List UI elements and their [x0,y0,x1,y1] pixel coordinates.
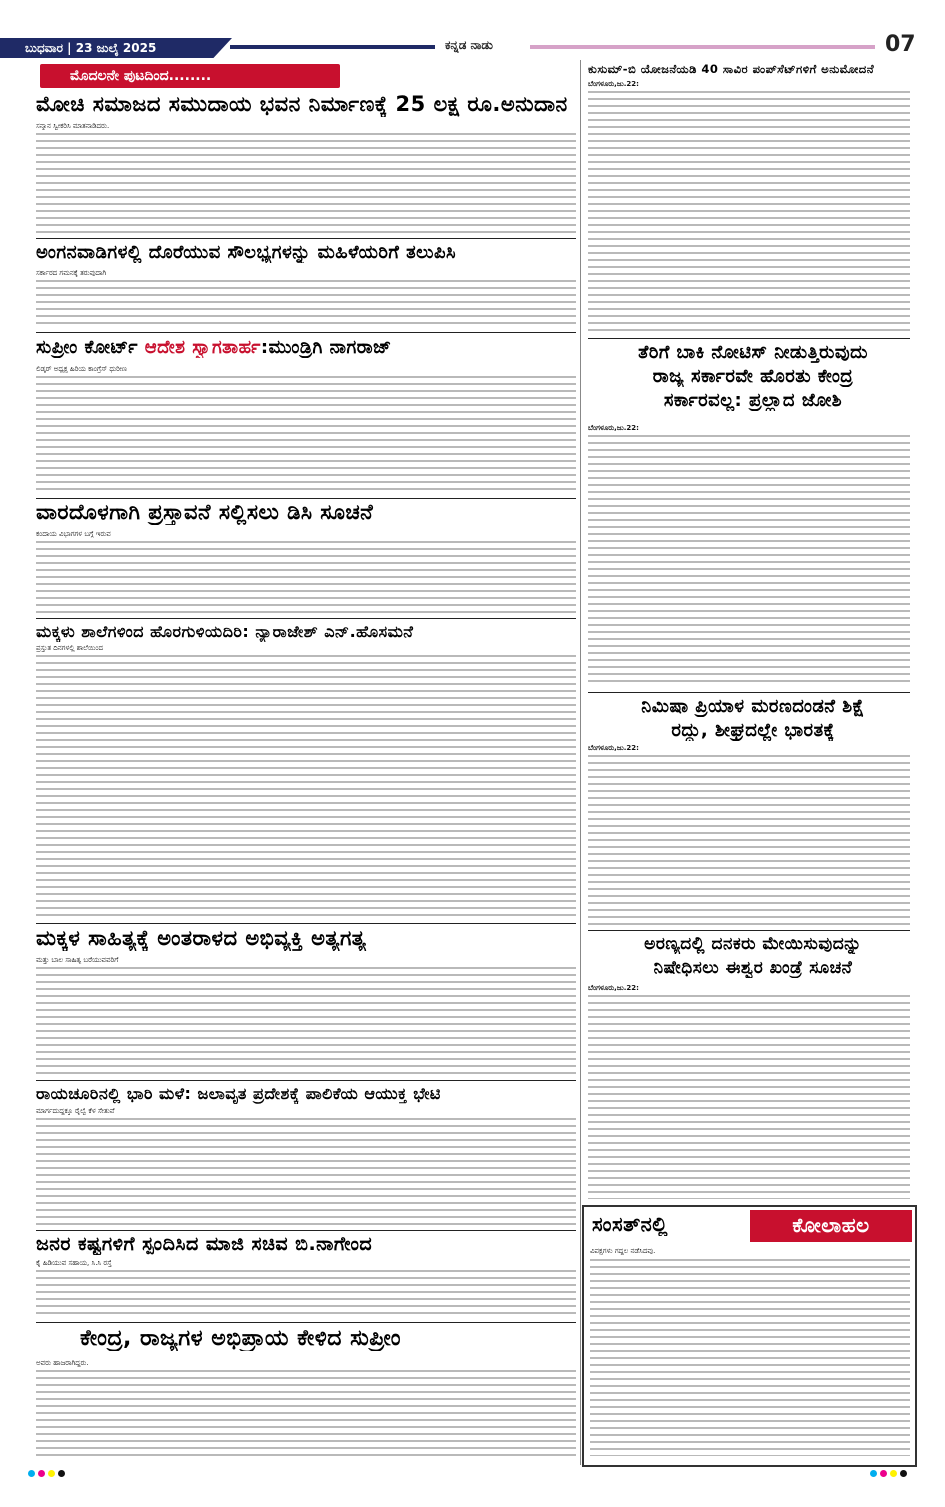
paper-name: ಕನ್ನಡ ನಾಡು [445,38,493,52]
divider [36,618,576,619]
article-khandre-body [588,992,910,1199]
headline-literature: ಮಕ್ಕಳ ಸಾಹಿತ್ಯಕ್ಕೆ ಅಂತರಾಳದ ಅಭಿವ್ಯಕ್ತಿ ಅತ್ಯಗತ್ಯ [36,926,367,950]
headline-supreme-part3: :ಮುಂಡ್ರಿಗಿ ನಾಗರಾಜ್ [260,337,392,358]
divider [36,1322,576,1323]
accent-stripe [230,45,435,49]
dateline-khandre: ಬೆಂಗಳೂರು,ಜು.22: [588,984,639,992]
article-supreme-lead: ಲಿಡ್ಕರ್ ಅಧ್ಯಕ್ಷ ಹಿರಿಯ ಕಾಂಗ್ರೆಸ್ ಧುರೀಣ [36,366,127,373]
article-literature-lead: ಮತ್ತು ಬಾಲ ಸಾಹಿತ್ಯ ಬರೆಯುವವರಿಗೆ [36,957,119,964]
article-samsat-lead: ವಿಪಕ್ಷಗಳು ಗದ್ದಲ ನಡೆಸಿದವು. [590,1248,656,1255]
article-anganwadi-body [36,277,576,329]
headline-kusum: ಕುಸುಮ್-ಬಿ ಯೋಜನೆಯಡಿ 40 ಸಾವಿರ ಪಂಪ್‌ಸೆಟ್‌ಗಳಿಗೆ ಅನುಮೋದನೆ [588,62,875,76]
headline-supreme-part1: ಸುಪ್ರೀಂ ಕೋರ್ಟ್ [36,337,138,358]
divider [36,332,576,333]
headline-joshi-2: ರಾಜ್ಯ ಸರ್ಕಾರವೇ ಹೊರತು ಕೇಂದ್ರ [652,366,854,387]
divider [36,923,576,924]
article-dc-body [36,538,576,615]
headline-nimisha-1: ನಿಮಿಷಾ ಪ್ರಿಯಾಳ ಮರಣದಂಡನೆ ಶಿಕ್ಷೆ [641,696,865,717]
headline-raichur: ರಾಯಚೂರಿನಲ್ಲಿ ಭಾರಿ ಮಳೆ: ಜಲಾವೃತ ಪ್ರದೇಶಕ್ಕೆ ಪಾಲಿಕೆಯ ಆಯುಕ್ತ ಭೇಟಿ [36,1084,441,1103]
column-separator [580,60,581,1465]
article-joshi-body [588,432,910,687]
headline-nagendra: ಜನರ ಕಷ್ಟಗಳಿಗೆ ಸ್ಪಂದಿಸಿದ ಮಾಜಿ ಸಚಿವ ಬಿ.ನಾಗೇಂದ [36,1233,373,1255]
section-label: ಮೊದಲನೇ ಪುಟದಿಂದ........ [70,68,212,84]
headline-anganwadi: ಅಂಗನವಾಡಿಗಳಲ್ಲಿ ದೊರೆಯುವ ಸೌಲಭ್ಯಗಳನ್ನು ಮಹಿಳೆಯರಿಗೆ ತಲುಪಿಸಿ [36,242,457,263]
article-schools-body [36,652,576,920]
article-kusum-body [588,88,910,333]
divider [36,1230,576,1231]
article-mochi-lead: ಸನ್ಮಾನ ಸ್ವೀಕರಿಸಿ ಮಾತನಾಡಿದರು. [36,123,110,130]
article-supreme-body [36,373,576,495]
headline-samsat-part1: ಸಂಸತ್‌ನಲ್ಲಿ [592,1212,668,1236]
dateline-kusum: ಬೆಂಗಳೂರು,ಜು.22: [588,80,639,88]
page-number: 07 [885,32,916,57]
divider [36,238,576,239]
article-supreme-opinion-body [36,1367,576,1460]
headline-joshi-3: ಸರ್ಕಾರವಲ್ಲ: ಪ್ರಲ್ಹಾದ ಜೋಶಿ [663,390,843,411]
article-raichur-body [36,1115,576,1227]
headline-samsat-part2: ಕೋಲಾಹಲ [792,1213,870,1237]
headline-supreme-welcome [36,337,576,358]
article-literature-body [36,964,576,1076]
masthead-date: ಬುಧವಾರ | 23 ಜುಲೈ 2025 [25,41,157,55]
headline-mochi: ಮೋಚಿ ಸಮಾಜದ ಸಮುದಾಯ ಭವನ ನಿರ್ಮಾಣಕ್ಕೆ 25 ಲಕ್ಷ ರೂ.ಅನುದಾನ [36,92,568,116]
article-mochi-body [36,130,576,233]
divider [588,930,910,931]
headline-dc: ವಾರದೊಳಗಾಗಿ ಪ್ರಸ್ತಾವನೆ ಸಲ್ಲಿಸಲು ಡಿಸಿ ಸೂಚನೆ [36,500,374,524]
headline-nimisha-2: ರದ್ದು, ಶೀಘ್ರದಲ್ಲೇ ಭಾರತಕ್ಕೆ [671,720,835,741]
dateline-nimisha: ಬೆಂಗಳೂರು,ಜು.22: [588,744,639,752]
divider [588,338,910,339]
article-schools-lead: ಪ್ರಸ್ತುತ ದಿನಗಳಲ್ಲಿ ಶಾಲೆಯಿಂದ [36,645,104,652]
dateline-joshi: ಬೆಂಗಳೂರು,ಜು.22: [588,424,639,432]
divider [36,1080,576,1081]
divider [588,692,910,693]
headline-joshi-1: ತೆರಿಗೆ ಬಾಕಿ ನೋಟಿಸ್ ನೀಡುತ್ತಿರುವುದು [638,342,868,363]
article-dc-lead: ಕಂದಾಯ ವಿಭಾಗಗಳ ಬಗ್ಗೆ ಇರುವ [36,531,111,538]
headline-khandre-2: ನಿಷೇಧಿಸಲು ಈಶ್ವರ ಖಂಡ್ರೆ ಸೂಚನೆ [653,958,853,978]
article-supreme-opinion-lead: ಅವರು ಹಾಜರಾಗಿದ್ದರು. [36,1360,89,1367]
headline-supreme-part2: ಆದೇಶ ಸ್ವಾಗತಾರ್ಹ [144,337,261,358]
accent-stripe-right [530,45,875,49]
article-samsat-body [590,1256,910,1456]
headline-supreme-opinion: ಕೇಂದ್ರ, ರಾಜ್ಯಗಳ ಅಭಿಪ್ರಾಯ ಕೇಳಿದ ಸುಪ್ರೀಂ [80,1326,401,1351]
article-nimisha-body [588,752,910,927]
headline-schools: ಮಕ್ಕಳು ಶಾಲೆಗಳಿಂದ ಹೊರಗುಳಿಯದಿರಿ: ನ್ಯಾರಾಜೇಶ್ ಎನ್.ಹೊಸಮನೆ [36,622,414,641]
divider [36,498,576,499]
headline-khandre-1: ಅರಣ್ಯದಲ್ಲಿ ದನಕರು ಮೇಯಿಸುವುದನ್ನು [644,934,862,954]
article-nagendra-lead: ಕೈ ಹಿಡಿಯುವ ಸಹಾಯ, ಸಿ.ಸಿ ರಸ್ತೆ [36,1260,112,1267]
article-nagendra-body [36,1267,576,1319]
article-raichur-lead: ಮಾರ್ಗದುದ್ದಕ್ಕೂ ರೈಲ್ವೆ ಕೆಳ ಸೇತುವೆ [36,1108,115,1115]
article-anganwadi-lead: ಸರ್ಕಾರದ ಗಮನಕ್ಕೆ ತರುವುದಾಗಿ [36,270,107,277]
